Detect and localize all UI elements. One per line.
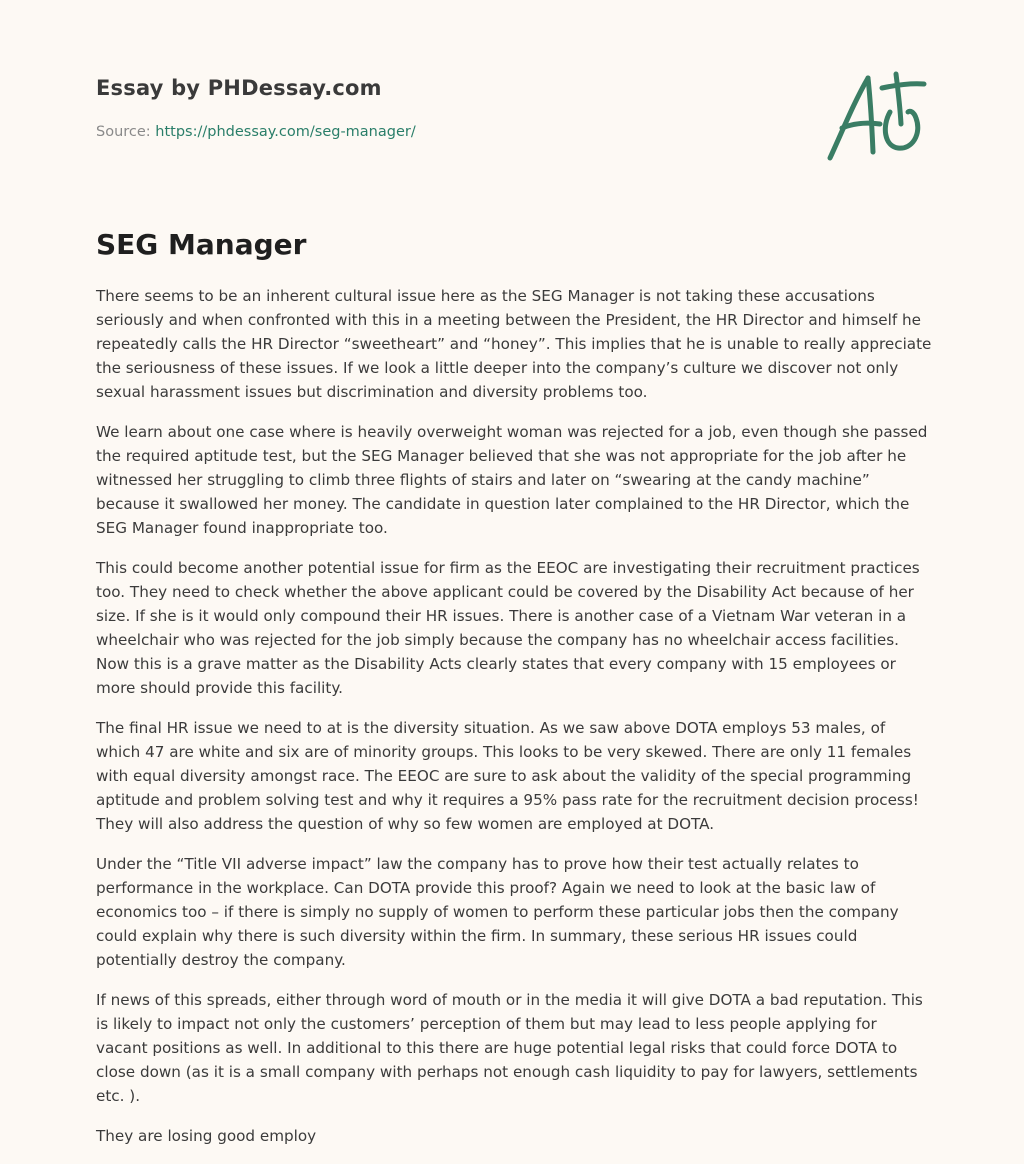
a-plus-grade-logo-icon (824, 66, 928, 166)
essay-paragraph: We learn about one case where is heavily overweight woman was rejected for a job, even though she passed the required aptitude test, but the SEG Manager believed that she was not appropriate for the job after he witnessed her struggling to climb three flights of stairs and later on “swearing at the candy machine” because it swallowed her money. The candidate in question later complained to the HR Director, which the SEG Manager found inappropriate too. (96, 423, 928, 537)
essay-paragraph: There seems to be an inherent cultural issue here as the SEG Manager is not taking these accusations seriously and when confronted with this in a meeting between the President, the HR Director and himself he repeatedly calls the HR Director “sweetheart” and “honey”. This implies that he is unable to really appreciate the seriousness of these issues. If we look a little deeper into the company’s culture we discover not only sexual harassment issues but discrimination and diversity problems too. (96, 287, 932, 401)
essay-paragraph: This could become another potential issue for firm as the EEOC are investigating their recruitment practices too. They need to check whether the above applicant could be covered by the Disability Act because of her size. If she is it would only compound their HR issues. There is another case of a Vietnam War veteran in a wheelchair who was rejected for the job simply because the company has no wheelchair access facilities. Now this is a grave matter as the Disability Acts clearly states that every company with 15 employees or more should provide this facility. (96, 559, 920, 697)
source-link[interactable]: https://phdessay.com/seg-manager/ (155, 124, 416, 140)
essay-paragraph: If news of this spreads, either through word of mouth or in the media it will give DOTA a bad reputation. This is likely to impact not only the customers’ perception of them but may lead to less people applying for vacant positions as well. In additional to this there are huge potential legal risks that could force DOTA to close down (as it is a small company with perhaps not enough cash liquidity to pay for lawyers, settlements etc. ). (96, 991, 923, 1105)
essay-paragraph: Under the “Title VII adverse impact” law the company has to prove how their test actually relates to performance in the workplace. Can DOTA provide this proof? Again we need to look at the basic law of economics too – if there is simply no supply of women to perform these particular jobs then the company could explain why there is such diversity within the firm. In summary, these serious HR issues could potentially destroy the company. (96, 855, 899, 969)
essay-body (96, 284, 932, 1164)
essay-paragraph: The final HR issue we need to at is the diversity situation. As we saw above DOTA employs 53 males, of which 47 are white and six are of minority groups. This looks to be very skewed. There are only 11 females with equal diversity amongst race. The EEOC are sure to ask about the validity of the special programming aptitude and problem solving test and why it requires a 95% pass rate for the recruitment decision process! They will also address the question of why so few women are employed at DOTA. (96, 719, 919, 833)
page-header (96, 0, 928, 180)
site-brand: Essay by PHDessay.com (96, 76, 382, 100)
source-line (96, 124, 416, 140)
essay-paragraph: They are losing good employ (96, 1127, 317, 1145)
page-title: SEG Manager (96, 228, 307, 261)
source-label: Source: (96, 124, 151, 140)
